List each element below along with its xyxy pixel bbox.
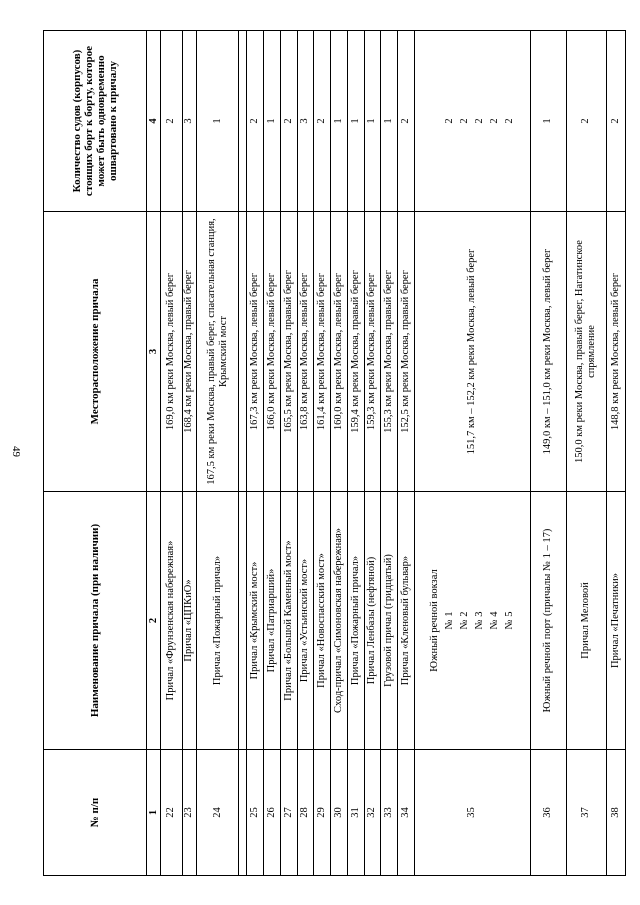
row-number: 25 bbox=[247, 750, 264, 876]
location-cell: 167,3 км реки Москва, левый берег bbox=[247, 212, 264, 492]
quantity-cell bbox=[414, 31, 530, 212]
row-number: 27 bbox=[280, 750, 297, 876]
name-cell: Причал «Новоспасский мост» bbox=[314, 492, 331, 750]
row-number: 32 bbox=[364, 750, 381, 876]
header-location: Месторасположение причала bbox=[44, 212, 147, 492]
name-cell: Причал «Патриарший» bbox=[264, 492, 281, 750]
row-number: 35 bbox=[414, 750, 530, 876]
terminal-berth: № 1 bbox=[444, 611, 456, 630]
location-cell: 160,0 км реки Москва, левый берег bbox=[331, 212, 348, 492]
table-row bbox=[161, 31, 182, 876]
quantity-cell: 1 bbox=[197, 31, 239, 212]
quantity-value: 2 bbox=[444, 118, 456, 124]
quantity-cell: 1 bbox=[381, 31, 398, 212]
table-row bbox=[347, 31, 364, 876]
quantity-sublines bbox=[427, 31, 517, 211]
rows-group-c bbox=[531, 31, 626, 876]
name-cell: Южный речной порт (причалы № 1 – 17) bbox=[531, 492, 567, 750]
location-cell: 150,0 км реки Москва, правый берег, Нагатинское спрямление bbox=[566, 212, 606, 492]
location-cell: 148,8 км реки Москва, левый берег bbox=[606, 212, 625, 492]
quantity-cell: 2 bbox=[566, 31, 606, 212]
name-cell: Сход-причал «Симоновская набережная» bbox=[331, 492, 348, 750]
location-cell: 163,8 км реки Москва, левый берег bbox=[297, 212, 314, 492]
row-number: 23 bbox=[182, 750, 197, 876]
table-row bbox=[314, 31, 331, 876]
location-cell: 161,4 км реки Москва, левый берег bbox=[314, 212, 331, 492]
rotated-table-wrapper bbox=[43, 31, 626, 876]
name-cell: Причал «Фрунзенская набережная» bbox=[161, 492, 182, 750]
quantity-cell: 1 bbox=[531, 31, 567, 212]
location-cell: 167,5 км реки Москва, правый берег, спасательная станция, Крымский мост bbox=[197, 212, 239, 492]
location-cell: 169,0 км реки Москва, левый берег bbox=[161, 212, 182, 492]
quantity-cell: 1 bbox=[364, 31, 381, 212]
location-cell: 152,5 км реки Москва, правый берег bbox=[398, 212, 415, 492]
page-number: 49 bbox=[10, 446, 22, 457]
table-row bbox=[531, 31, 567, 876]
column-index: 2 bbox=[146, 492, 161, 750]
quantity-cell: 2 bbox=[161, 31, 182, 212]
row-number: 36 bbox=[531, 750, 567, 876]
row-number: 37 bbox=[566, 750, 606, 876]
table-row bbox=[247, 31, 264, 876]
table-row bbox=[331, 31, 348, 876]
name-cell: Причал «Пожарный причал» bbox=[347, 492, 364, 750]
name-cell: Причал «Крымский мост» bbox=[247, 492, 264, 750]
table-row bbox=[364, 31, 381, 876]
row-number: 31 bbox=[347, 750, 364, 876]
row-number: 24 bbox=[197, 750, 239, 876]
name-cell: Причал «Пожарный причал» bbox=[197, 492, 239, 750]
table-row bbox=[297, 31, 314, 876]
rows-group-b bbox=[247, 31, 415, 876]
location-cell: 166,0 км реки Москва, левый берег bbox=[264, 212, 281, 492]
row-number: 29 bbox=[314, 750, 331, 876]
table-row bbox=[197, 31, 239, 876]
column-index-row bbox=[146, 31, 161, 876]
location-cell: 151,7 км – 152,2 км реки Москва, левый берег bbox=[414, 212, 530, 492]
terminal-title: Южный речной вокзал bbox=[429, 569, 441, 672]
name-cell: Причал «Устьинский мост» bbox=[297, 492, 314, 750]
quantity-cell: 1 bbox=[264, 31, 281, 212]
quantity-cell: 2 bbox=[247, 31, 264, 212]
location-cell: 165,5 км реки Москва, правый берег bbox=[280, 212, 297, 492]
column-index: 4 bbox=[146, 31, 161, 212]
name-cell: Причал «ЦПКиО» bbox=[182, 492, 197, 750]
quantity-value: 2 bbox=[489, 118, 501, 124]
row-number: 26 bbox=[264, 750, 281, 876]
column-index: 1 bbox=[146, 750, 161, 876]
header-quantity: Количество судов (корпусов) стоящих борт к борту, которое может быть одновременно ошвартовано к причалу bbox=[44, 31, 147, 212]
table-row bbox=[182, 31, 197, 876]
table-row bbox=[381, 31, 398, 876]
row-number: 22 bbox=[161, 750, 182, 876]
location-cell: 159,4 км реки Москва, правый берег bbox=[347, 212, 364, 492]
row-number: 34 bbox=[398, 750, 415, 876]
terminal-berth: № 5 bbox=[504, 611, 516, 630]
row-number: 33 bbox=[381, 750, 398, 876]
table-row bbox=[264, 31, 281, 876]
quantity-value: 2 bbox=[459, 118, 471, 124]
quantity-cell: 2 bbox=[606, 31, 625, 212]
name-cell: Причал Меловой bbox=[566, 492, 606, 750]
terminal-sublines bbox=[427, 492, 517, 749]
row-number: 38 bbox=[606, 750, 625, 876]
terminal-berth: № 4 bbox=[489, 611, 501, 630]
quantity-value: 2 bbox=[504, 118, 516, 124]
quantity-cell: 2 bbox=[398, 31, 415, 212]
name-cell: Причал «Печатники» bbox=[606, 492, 625, 750]
table-row bbox=[414, 31, 530, 876]
moorings-table bbox=[43, 30, 626, 876]
table-row bbox=[606, 31, 625, 876]
name-cell: Причал «Кленовый бульвар» bbox=[398, 492, 415, 750]
quantity-cell: 1 bbox=[347, 31, 364, 212]
location-cell: 155,3 км реки Москва, правый берег bbox=[381, 212, 398, 492]
column-index: 3 bbox=[146, 212, 161, 492]
quantity-cell: 2 bbox=[280, 31, 297, 212]
terminal-berth: № 2 bbox=[459, 611, 471, 630]
row-number: 30 bbox=[331, 750, 348, 876]
header-name: Наименование причала (при наличии) bbox=[44, 492, 147, 750]
location-cell: 168,4 км реки Москва, правый берег bbox=[182, 212, 197, 492]
table-row bbox=[280, 31, 297, 876]
quantity-cell: 3 bbox=[297, 31, 314, 212]
spacer-row bbox=[239, 31, 247, 876]
row-number: 28 bbox=[297, 750, 314, 876]
terminal-cell bbox=[414, 492, 530, 750]
rows-group-a bbox=[161, 31, 239, 876]
location-cell: 149,0 км – 151,0 км реки Москва, левый берег bbox=[531, 212, 567, 492]
quantity-value: 2 bbox=[474, 118, 486, 124]
name-cell: Причал «Большой Каменный мост» bbox=[280, 492, 297, 750]
quantity-cell: 1 bbox=[331, 31, 348, 212]
quantity-cell: 3 bbox=[182, 31, 197, 212]
quantity-cell: 2 bbox=[314, 31, 331, 212]
header-number: № п/п bbox=[44, 750, 147, 876]
table-row bbox=[398, 31, 415, 876]
name-cell: Причал Ленбазы (нефтяной) bbox=[364, 492, 381, 750]
location-cell: 159,3 км реки Москва, левый берег bbox=[364, 212, 381, 492]
table-row bbox=[566, 31, 606, 876]
terminal-berth: № 3 bbox=[474, 611, 486, 630]
name-cell: Грузовой причал (гридцатый) bbox=[381, 492, 398, 750]
header-row bbox=[44, 31, 147, 876]
